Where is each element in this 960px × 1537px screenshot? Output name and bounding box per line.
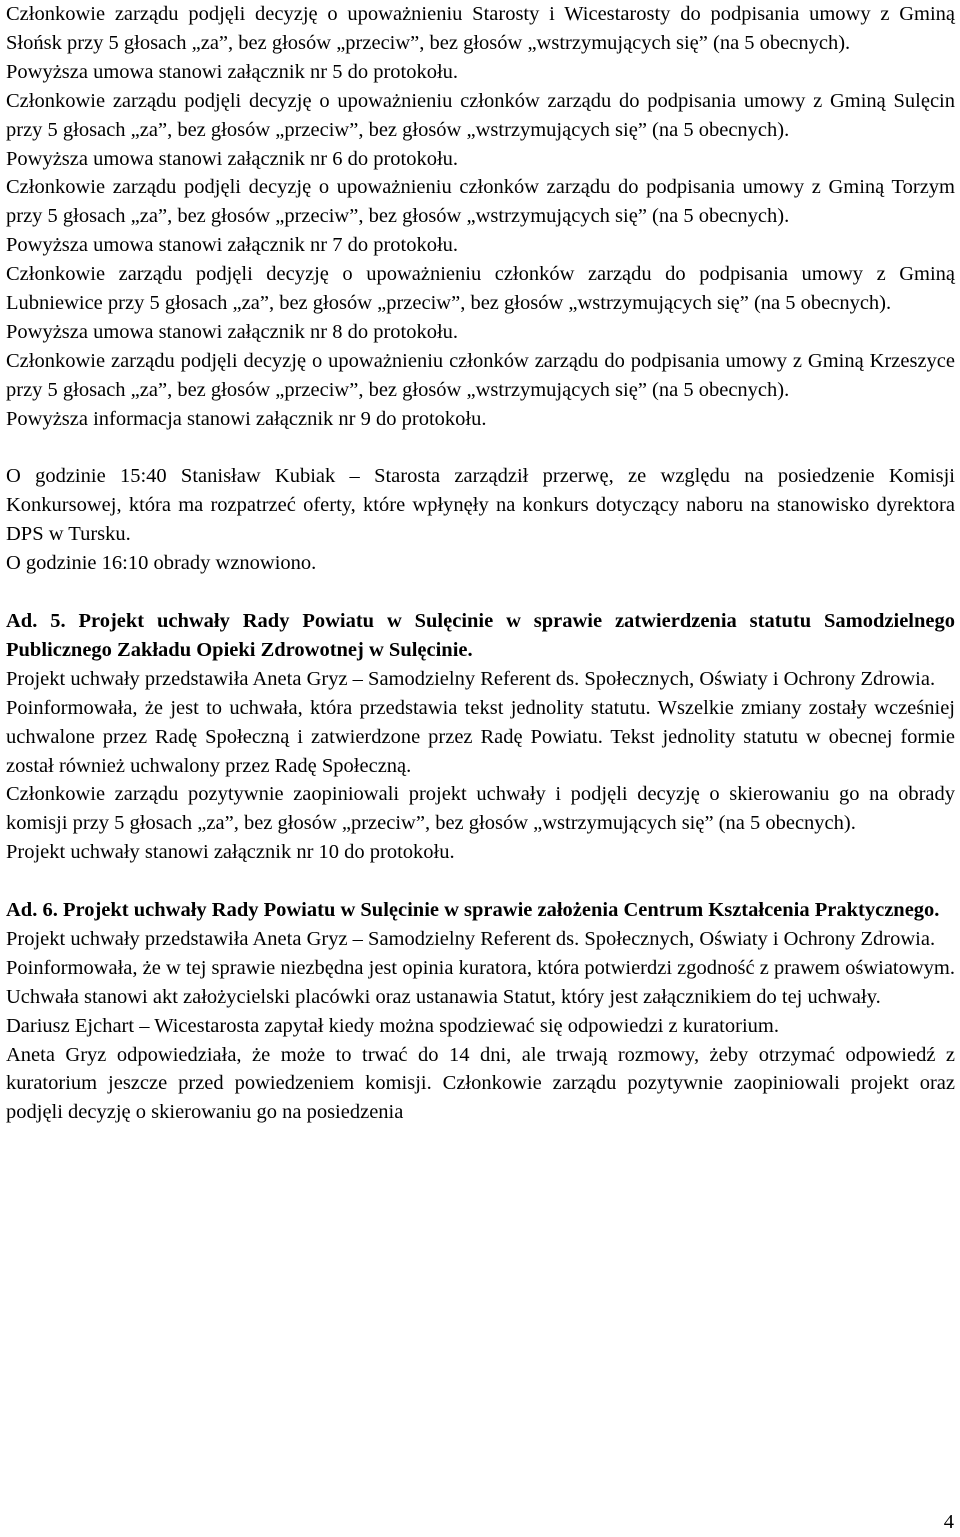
paragraph: Powyższa umowa stanowi załącznik nr 7 do protokołu. (6, 234, 459, 257)
paragraph: Poinformowała, że jest to uchwała, która przedstawia tekst jednolity statutu. Wszelkie zmiany zostały wcześniej uchwalone przez Radę Społeczną i zatwierdzone przez Radę Powiatu. Tekst jednolity statutu w obecnej formie został również uchwalony przez Radę Społeczną. (6, 696, 955, 777)
paragraph: Powyższa umowa stanowi załącznik nr 5 do protokołu. (6, 60, 459, 83)
paragraph-spacer (6, 867, 955, 896)
paragraph: Członkowie zarządu pozytywnie zaopiniowali projekt uchwały i podjęli decyzję o skierowaniu go na obrady komisji przy 5 głosach „za”, bez głosów „przeciw”, bez głosów „wstrzymujących się” (na 5 obecnych). (6, 783, 955, 835)
paragraph: Projekt uchwały przedstawiła Aneta Gryz – Samodzielny Referent ds. Społecznych, Oświaty i Ochrony Zdrowia. (6, 927, 936, 950)
section-heading: Ad. 5. Projekt uchwały Rady Powiatu w Sulęcinie w sprawie zatwierdzenia statutu Samodzielnego Publicznego Zakładu Opieki Zdrowotnej w Sulęcinie. (6, 610, 955, 661)
section-heading: Ad. 6. Projekt uchwały Rady Powiatu w Sulęcinie w sprawie założenia Centrum Kształcenia Praktycznego. (6, 899, 940, 922)
page-number: 4 (943, 1511, 954, 1533)
paragraph-spacer (6, 434, 955, 463)
paragraph-spacer (6, 578, 955, 607)
paragraph: Członkowie zarządu podjęli decyzję o upoważnieniu członków zarządu do podpisania umowy z Gminą Krzeszyce przy 5 głosach „za”, bez głosów „przeciw”, bez głosów „wstrzymujących się” (na 5 obecnych). (6, 349, 955, 401)
document-body (6, 0, 955, 1127)
paragraph: Dariusz Ejchart – Wicestarosta zapytał kiedy można spodziewać się odpowiedzi z kuratorium. (6, 1014, 779, 1037)
paragraph: Projekt uchwały stanowi załącznik nr 10 do protokołu. (6, 841, 455, 864)
paragraph: O godzinie 16:10 obrady wznowiono. (6, 552, 317, 575)
paragraph: Członkowie zarządu podjęli decyzję o upoważnieniu członków zarządu do podpisania umowy z Gminą Lubniewice przy 5 głosach „za”, bez głosów „przeciw”, bez głosów „wstrzymujących się” (na 5 obecnych). (6, 263, 955, 315)
paragraph: Członkowie zarządu podjęli decyzję o upoważnieniu Starosty i Wicestarosty do podpisania umowy z Gminą Słońsk przy 5 głosach „za”, bez głosów „przeciw”, bez głosów „wstrzymujących się” (na 5 obecnych). (6, 3, 955, 54)
paragraph: Aneta Gryz odpowiedziała, że może to trwać do 14 dni, ale trwają rozmowy, żeby otrzymać odpowiedź z kuratorium jeszcze przed powiedzeniem komisji. Członkowie zarządu pozytywnie zaopiniowali projekt oraz podjęli decyzję o skierowaniu go na posiedzenia (6, 1043, 955, 1124)
paragraph: Członkowie zarządu podjęli decyzję o upoważnieniu członków zarządu do podpisania umowy z Gminą Sulęcin przy 5 głosach „za”, bez głosów „przeciw”, bez głosów „wstrzymujących się” (na 5 obecnych). (6, 89, 955, 141)
paragraph: Powyższa umowa stanowi załącznik nr 8 do protokołu. (6, 320, 459, 343)
paragraph: Członkowie zarządu podjęli decyzję o upoważnieniu członków zarządu do podpisania umowy z Gminą Torzym przy 5 głosach „za”, bez głosów „przeciw”, bez głosów „wstrzymujących się” (na 5 obecnych). (6, 176, 955, 228)
paragraph: Poinformowała, że w tej sprawie niezbędna jest opinia kuratora, która potwierdzi zgodność z prawem oświatowym. Uchwała stanowi akt założycielski placówki oraz ustanawia Statut, który jest załącznikiem do tej uchwały. (6, 956, 955, 1008)
paragraph: Projekt uchwały przedstawiła Aneta Gryz – Samodzielny Referent ds. Społecznych, Oświaty i Ochrony Zdrowia. (6, 667, 936, 690)
paragraph: O godzinie 15:40 Stanisław Kubiak – Starosta zarządził przerwę, ze względu na posiedzenie Komisji Konkursowej, która ma rozpatrzeć oferty, które wpłynęły na konkurs dotyczący naboru na stanowisko dyrektora DPS w Tursku. (6, 465, 955, 546)
paragraph: Powyższa informacja stanowi załącznik nr 9 do protokołu. (6, 407, 487, 430)
paragraph: Powyższa umowa stanowi załącznik nr 6 do protokołu. (6, 147, 459, 170)
